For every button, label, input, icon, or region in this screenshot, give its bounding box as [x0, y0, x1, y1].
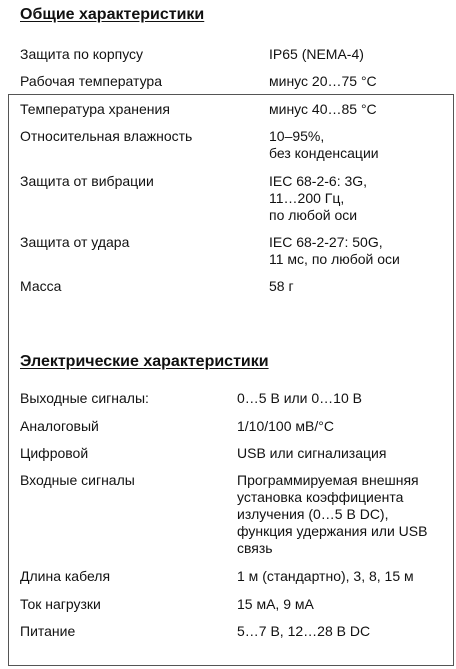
spec-label-power: Питание: [20, 623, 76, 639]
spec-label-cable-length: Длина кабеля: [20, 568, 111, 584]
spec-value-enclosure: IP65 (NEMA-4): [269, 46, 364, 62]
spec-value-load-current: 15 мА, 9 мА: [237, 596, 314, 612]
general-section-title: Общие характеристики: [20, 6, 205, 23]
spec-label-operating-temp: Рабочая температура: [20, 73, 162, 89]
spec-value-input-signals: Программируемая внешняя установка коэффициента излучения (0…5 В DC), функция удержания или USB связь: [237, 472, 428, 556]
spec-value-power: 5…7 В, 12…28 В DC: [237, 623, 371, 639]
spec-label-load-current: Ток нагрузки: [20, 596, 101, 612]
spec-label-enclosure: Защита по корпусу: [20, 46, 144, 62]
spec-value-storage-temp: минус 40…85 °C: [269, 101, 377, 117]
spec-label-weight: Масса: [20, 278, 62, 294]
spec-value-shock: IEC 68-2-27: 50G, 11 мс, по любой оси: [269, 234, 400, 267]
spec-value-humidity: 10–95%, без конденсации: [269, 128, 379, 161]
spec-value-vibration: IEC 68-2-6: 3G, 11…200 Гц, по любой оси: [269, 173, 368, 223]
spec-value-analog: 1/10/100 мВ/°С: [237, 418, 334, 434]
spec-label-digital: Цифровой: [20, 445, 89, 461]
spec-label-input-signals: Входные сигналы: [20, 472, 135, 488]
spec-value-output-signals: 0…5 В или 0…10 В: [237, 390, 362, 406]
spec-label-output-signals: Выходные сигналы:: [20, 390, 149, 406]
electrical-section-title: Электрические характеристики: [20, 353, 269, 370]
spec-label-analog: Аналоговый: [20, 418, 99, 434]
spec-value-weight: 58 г: [269, 278, 294, 294]
spec-label-storage-temp: Температура хранения: [20, 101, 170, 117]
spec-value-cable-length: 1 м (стандартно), 3, 8, 15 м: [237, 568, 414, 584]
spec-label-humidity: Относительная влажность: [20, 128, 193, 144]
spec-label-vibration: Защита от вибрации: [20, 173, 154, 189]
spec-value-operating-temp: минус 20…75 °C: [269, 73, 377, 89]
spec-label-shock: Защита от удара: [20, 234, 130, 250]
spec-value-digital: USB или сигнализация: [237, 445, 387, 461]
